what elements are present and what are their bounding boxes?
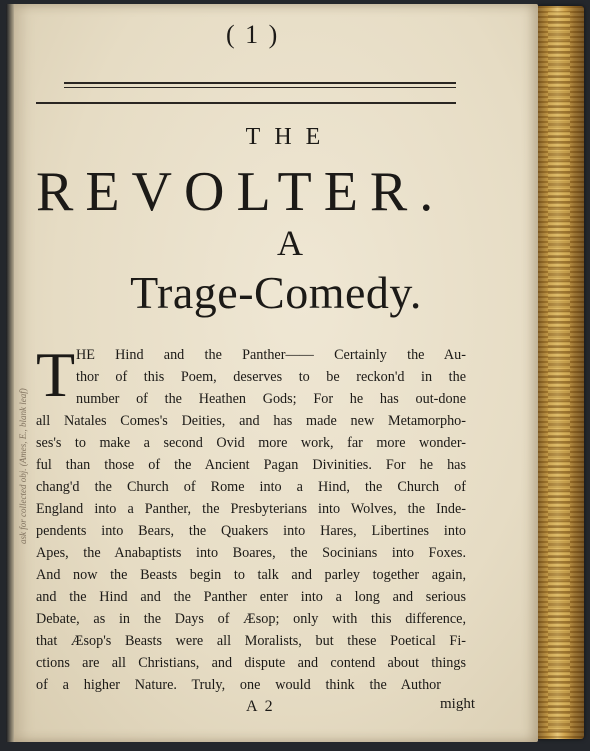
title-a: A [277,223,303,263]
catchword: might [440,696,476,712]
body-line: that Æsop's Beasts were all Moralists, but these Poetical Fi- [36,633,466,649]
ornamental-rule-top [64,82,456,84]
body-line: ful than those of the Ancient Pagan Divinities. For he has [36,457,466,473]
ornamental-rule-top-thin [64,87,456,88]
body-line: Debate, as in the Days of Æsop; only with this difference, [36,611,466,627]
body-line: ctions are all Christians, and dispute and contend about things [36,655,466,671]
body-line: ses's to make a second Ovid more work, far more wonder- [36,435,466,451]
title-revolter: REVOLTER. [36,161,446,223]
body-line: HE Hind and the Panther—— Certainly the Au- [76,347,466,363]
body-line: and the Hind and the Panther enter into a long and serious [36,589,466,605]
signature-mark: A 2 [246,698,275,715]
body-line: England into a Panther, the Presbyterians into Wolves, the Inde- [36,501,466,517]
body-line: all Natales Comes's Deities, and has made new Metamorpho- [36,413,466,429]
body-line: number of the Heathen Gods; For he has out-done [76,391,466,407]
gilt-texture [548,12,570,732]
drop-cap: T [36,339,76,410]
body-line: chang'd the Church of Rome into a Hind, the Church of [36,479,466,495]
body-line: And now the Beasts begin to talk and parley together again, [36,567,466,583]
title-trage-comedy: Trage-Comedy. [130,267,422,318]
ornamental-rule-bottom [36,102,456,104]
body-line: Apes, the Anabaptists into Boares, the Socinians into Foxes. [36,545,466,561]
page-number: ( 1 ) [226,20,280,49]
body-line: thor of this Poem, deserves to be reckon'd in the [76,369,466,385]
body-line: pendents into Bears, the Quakers into Hares, Libertines into [36,523,466,539]
body-line: of a higher Nature. Truly, one would think the Author [36,677,441,693]
title-the: THE [245,124,335,150]
handwritten-marginalia: ask for collected obj. (Ames, E., blank leaf) [18,388,28,544]
book-page [14,4,538,742]
